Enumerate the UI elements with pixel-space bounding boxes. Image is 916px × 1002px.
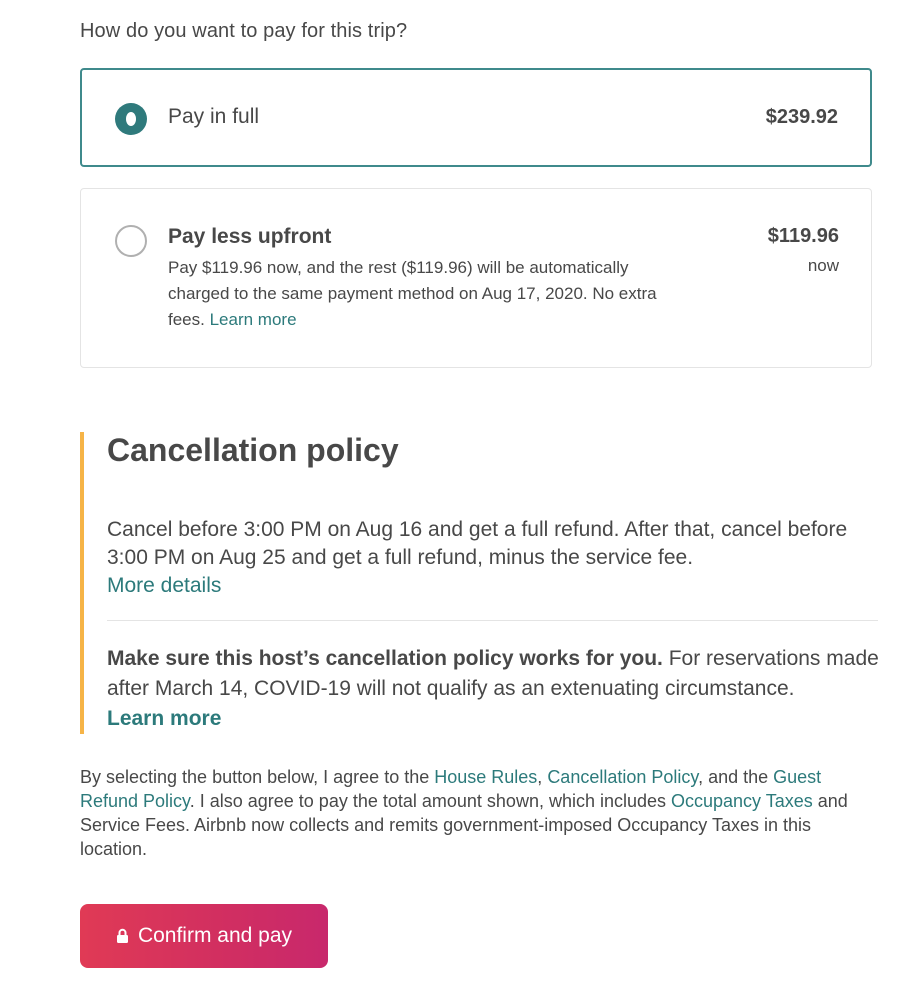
covid-notice (107, 644, 879, 734)
agreement-part: . I also agree to pay the total amount shown, which includes (189, 791, 672, 811)
pay-less-upfront-option[interactable] (80, 188, 872, 368)
radio-selected[interactable] (115, 103, 147, 135)
option-title: Pay in full (168, 105, 260, 128)
option-title: Pay less upfront (168, 225, 332, 248)
learn-more-link[interactable]: Learn more (209, 310, 297, 329)
option-description-text: Pay $119.96 now, and the rest ($119.96) will be automatically charged to the same payment method on Aug 17, 2020. No extra fees. (168, 258, 657, 329)
pay-in-full-option[interactable] (80, 68, 872, 167)
cancellation-policy-body: Cancel before 3:00 PM on Aug 16 and get a full refund. After that, cancel before 3:00 PM on Aug 25 and get a full refund, minus the service fee. (107, 518, 848, 569)
lock-icon (116, 928, 129, 944)
option-price-suffix: now (807, 256, 839, 275)
radio-unselected[interactable] (115, 225, 147, 257)
radio-dot (126, 112, 136, 126)
confirm-and-pay-button[interactable] (80, 904, 328, 968)
payment-question: How do you want to pay for this trip? (80, 20, 408, 42)
option-price: $239.92 (765, 106, 838, 128)
confirm-label: Confirm and pay (137, 924, 293, 947)
more-details-link[interactable]: More details (107, 574, 222, 597)
agreement-text (80, 765, 880, 861)
guest-refund-policy-link[interactable]: Guest Refund Policy (80, 767, 822, 811)
cancellation-policy-title: Cancellation policy (107, 432, 399, 468)
cancellation-policy-text (107, 516, 867, 600)
cancellation-policy-link[interactable]: Cancellation Policy (547, 767, 699, 787)
covid-notice-heading: Make sure this host’s cancellation policy works for you. (107, 647, 663, 670)
option-description (168, 255, 668, 333)
house-rules-link[interactable]: House Rules (434, 767, 538, 787)
learn-more-link[interactable]: Learn more (107, 707, 222, 730)
agreement-part: By selecting the button below, I agree to the (80, 767, 435, 787)
agreement-part: and Service Fees. Airbnb now collects and remits government-imposed Occupancy Taxes in this location. (80, 791, 848, 859)
occupancy-taxes-link[interactable]: Occupancy Taxes (671, 791, 813, 811)
cancellation-policy-section (80, 432, 879, 734)
agreement-part: , and the (698, 767, 774, 787)
divider (107, 620, 878, 621)
agreement-part: , (537, 767, 548, 787)
covid-notice-text: For reservations made after March 14, COVID-19 will not qualify as an extenuating circumstance. (107, 647, 879, 700)
option-price: $119.96 (767, 225, 839, 247)
